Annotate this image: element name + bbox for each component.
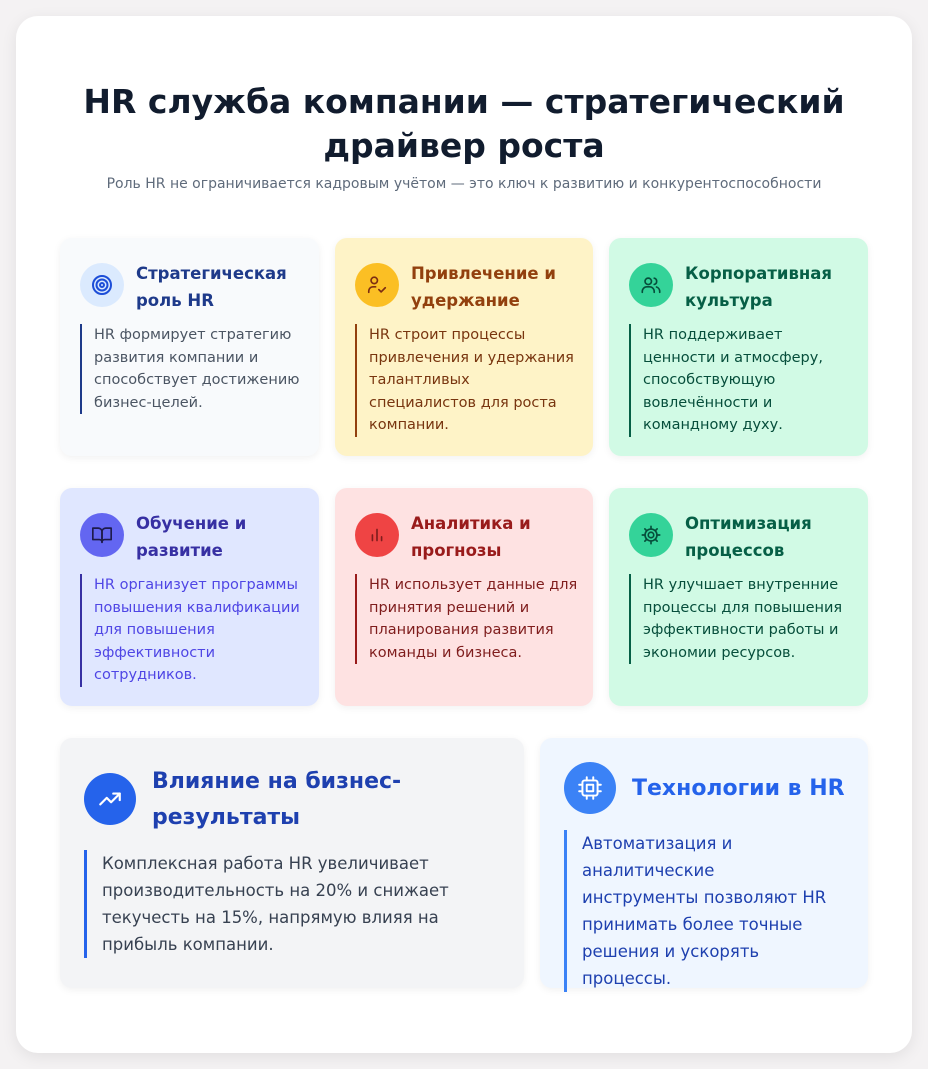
bar-chart-icon <box>355 513 399 557</box>
target-icon <box>80 263 124 307</box>
card-title: Технологии в HR <box>632 776 845 801</box>
card-text: HR улучшает внутренние процессы для повышения эффективности работы и экономии ресурсов. <box>629 574 853 664</box>
page-title-line-2: драйвер роста <box>323 126 605 165</box>
book-icon <box>80 513 124 557</box>
user-check-icon <box>355 263 399 307</box>
gear-icon <box>629 513 673 557</box>
page-title-line-1: HR служба компании — стратегический <box>83 82 845 121</box>
card-title: Обучение и развитие <box>136 514 247 560</box>
card-text: HR использует данные для принятия решений и планирования развития команды и бизнеса. <box>355 574 579 664</box>
card-business-impact <box>60 738 524 988</box>
card-culture <box>609 238 868 456</box>
card-hr-technology <box>540 738 868 988</box>
card-title: Привлечение и удержание <box>411 264 556 310</box>
card-text: Комплексная работа HR увеличивает производительность на 20% и снижает текучесть на 15%, напрямую влияя на прибыль компании. <box>84 850 456 958</box>
cpu-icon <box>564 762 616 814</box>
card-recruitment <box>335 238 593 456</box>
card-training <box>60 488 319 706</box>
card-analytics <box>335 488 593 706</box>
card-title: Оптимизация процессов <box>685 514 812 560</box>
users-icon <box>629 263 673 307</box>
card-text: HR организует программы повышения квалификации для повышения эффективности сотрудников. <box>80 574 304 687</box>
trending-up-icon <box>84 773 136 825</box>
card-text: HR формирует стратегию развития компании и способствует достижению бизнес-целей. <box>80 324 304 414</box>
card-strategic-role <box>60 238 319 456</box>
page-title <box>0 80 928 168</box>
card-text: HR строит процессы привлечения и удержания талантливых специалистов для роста компании. <box>355 324 579 437</box>
card-optimization <box>609 488 868 706</box>
card-text: Автоматизация и аналитические инструменты позволяют HR принимать более точные решения и ускорять процессы. <box>564 830 834 992</box>
card-title: Аналитика и прогнозы <box>411 514 531 560</box>
page-subtitle: Роль HR не ограничивается кадровым учётом — это ключ к развитию и конкурентоспособности <box>106 176 822 192</box>
card-title: Влияние на бизнес-результаты <box>152 769 402 830</box>
card-title: Корпоративная культура <box>685 264 833 310</box>
card-text: HR поддерживает ценности и атмосферу, способствующую вовлечённости и командному духу. <box>629 324 853 437</box>
card-title: Стратегическая роль HR <box>136 264 287 310</box>
